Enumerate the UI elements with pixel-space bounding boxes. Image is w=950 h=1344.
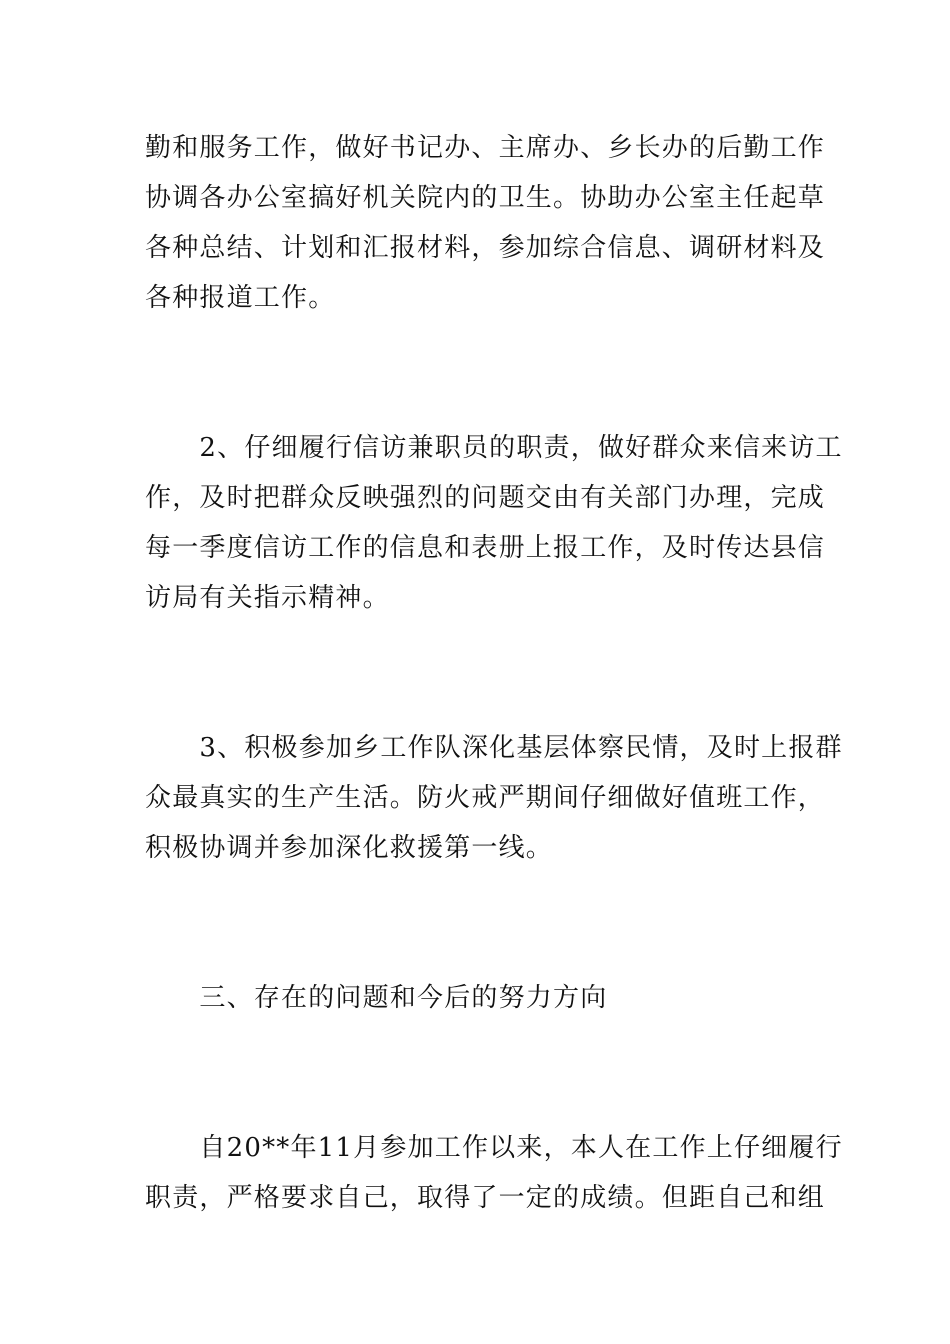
paragraph-line: 3、积极参加乡工作队深化基层体察民情，及时上报群 (145, 733, 843, 763)
paragraph-line: 协调各办公室搞好机关院内的卫生。协助办公室主任起草 (145, 183, 826, 213)
paragraph-line: 作，及时把群众反映强烈的问题交由有关部门办理，完成 (145, 483, 826, 513)
section-heading: 三、存在的问题和今后的努力方向 (145, 983, 608, 1013)
paragraph-line: 职责，严格要求自己，取得了一定的成绩。但距自己和组 (145, 1183, 826, 1213)
paragraph-line: 访局有关指示精神。 (145, 583, 390, 613)
paragraph-line: 勤和服务工作，做好书记办、主席办、乡长办的后勤工作 (145, 133, 826, 163)
paragraph-line: 2、仔细履行信访兼职员的职责，做好群众来信来访工 (145, 433, 843, 463)
paragraph-line: 各种总结、计划和汇报材料，参加综合信息、调研材料及 (145, 233, 826, 263)
paragraph-line: 各种报道工作。 (145, 283, 336, 313)
paragraph-line: 每一季度信访工作的信息和表册上报工作，及时传达县信 (145, 533, 826, 563)
paragraph-line: 积极协调并参加深化救援第一线。 (145, 833, 554, 863)
paragraph-line: 自20**年11月参加工作以来，本人在工作上仔细履行 (145, 1133, 843, 1163)
paragraph-line: 众最真实的生产生活。防火戒严期间仔细做好值班工作， (145, 783, 826, 813)
